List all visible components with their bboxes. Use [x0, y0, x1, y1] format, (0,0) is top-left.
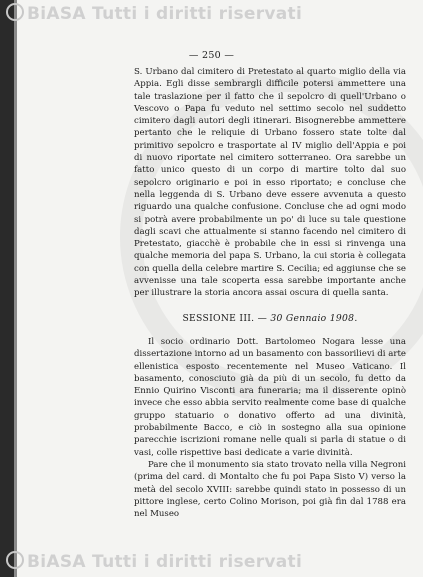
watermark-top-text: BiASA Tutti i diritti riservati: [27, 4, 303, 24]
watermark-logo-icon: [6, 551, 24, 569]
session-date: 30 Gennaio 1908.: [270, 312, 358, 324]
paragraph-continuation: S. Urbano dal cimitero di Pretestato al quarto miglio della via Appia. Egli disse sembrargli difficile potersi ammettere una tale traslazione per il fatto che il sepolcro di quell'Urbano o Vescovo o Papa fu veduto nel settimo secolo nel suddetto cimitero dagli autori degli itinerari. Bisognerebbe ammettere pertanto che le reliquie di Urbano fossero state tolte dal primitivo sepolcro e trasportate al IV miglio dell'Appia e poi di nuovo riportate nel cimitero sotterraneo. Ora sarebbe un fatto unico questo di un corpo di martire tolto dal suo sepolcro originario e poi in esso riportato; e concluse che nella leggenda di S. Urbano deve essere avvenuta a questo riguardo una qualche confusione. Concluse che ad ogni modo si potrà avere probabilmente un po' di luce su tale questione dagli scavi che attualmente si stanno facendo nel cimitero di Pretestato, giacchè è probabile che in essi si rinvenga una qualche memoria del papa S. Urbano, la cui storia è collegata con quella della celebre martire S. Cecilia; ed aggiunse che se avvenisse una tale scoperta essa sarebbe importante anche per illustrare la storia ancora assai oscura di quella santa.: [134, 67, 406, 299]
paragraph-nogara: Il socio ordinario Dott. Bartolomeo Nogara lesse una dissertazione intorno ad un basamento con bassorilievi di arte ellenistica esposto recentemente nel Museo Vaticano. Il basamento, conosciuto già da più di un secolo, fu detto da Ennio Quirino Visconti ara funeraria; ma il disserente opinò invece che esso abbia servito realmente come base di qualche gruppo statuario o donativo offerto ad una divinità, probabilmente Bacco, e ciò in sostegno alla sua opinione parecchie iscrizioni romane nelle quali si parla di statue o di vasi, colle rispettive basi dedicate a varie divinità.: [134, 336, 406, 458]
paragraph-monument: Pare che il monumento sia stato trovato nella villa Negroni (prima del card. di Montalto che fu poi Papa Sisto V) verso la metà del secolo XVIII: sarebbe quindi stato in possesso di un pittore inglese, certo Colino Morison, poi già fin dal 1788 era nel Museo: [134, 459, 406, 520]
watermark-bottom-text: BiASA Tutti i diritti riservati: [27, 552, 303, 572]
scan-left-frame-edge: [14, 0, 17, 577]
body-text: [134, 66, 406, 520]
page-number: — 250 —: [188, 50, 235, 61]
watermark-bottom: [6, 551, 302, 572]
session-label: SESSIONE III. —: [182, 312, 268, 324]
session-heading: [134, 313, 406, 325]
watermark-top: [6, 3, 302, 24]
scan-left-frame: [0, 0, 14, 577]
watermark-logo-icon: [6, 3, 24, 21]
